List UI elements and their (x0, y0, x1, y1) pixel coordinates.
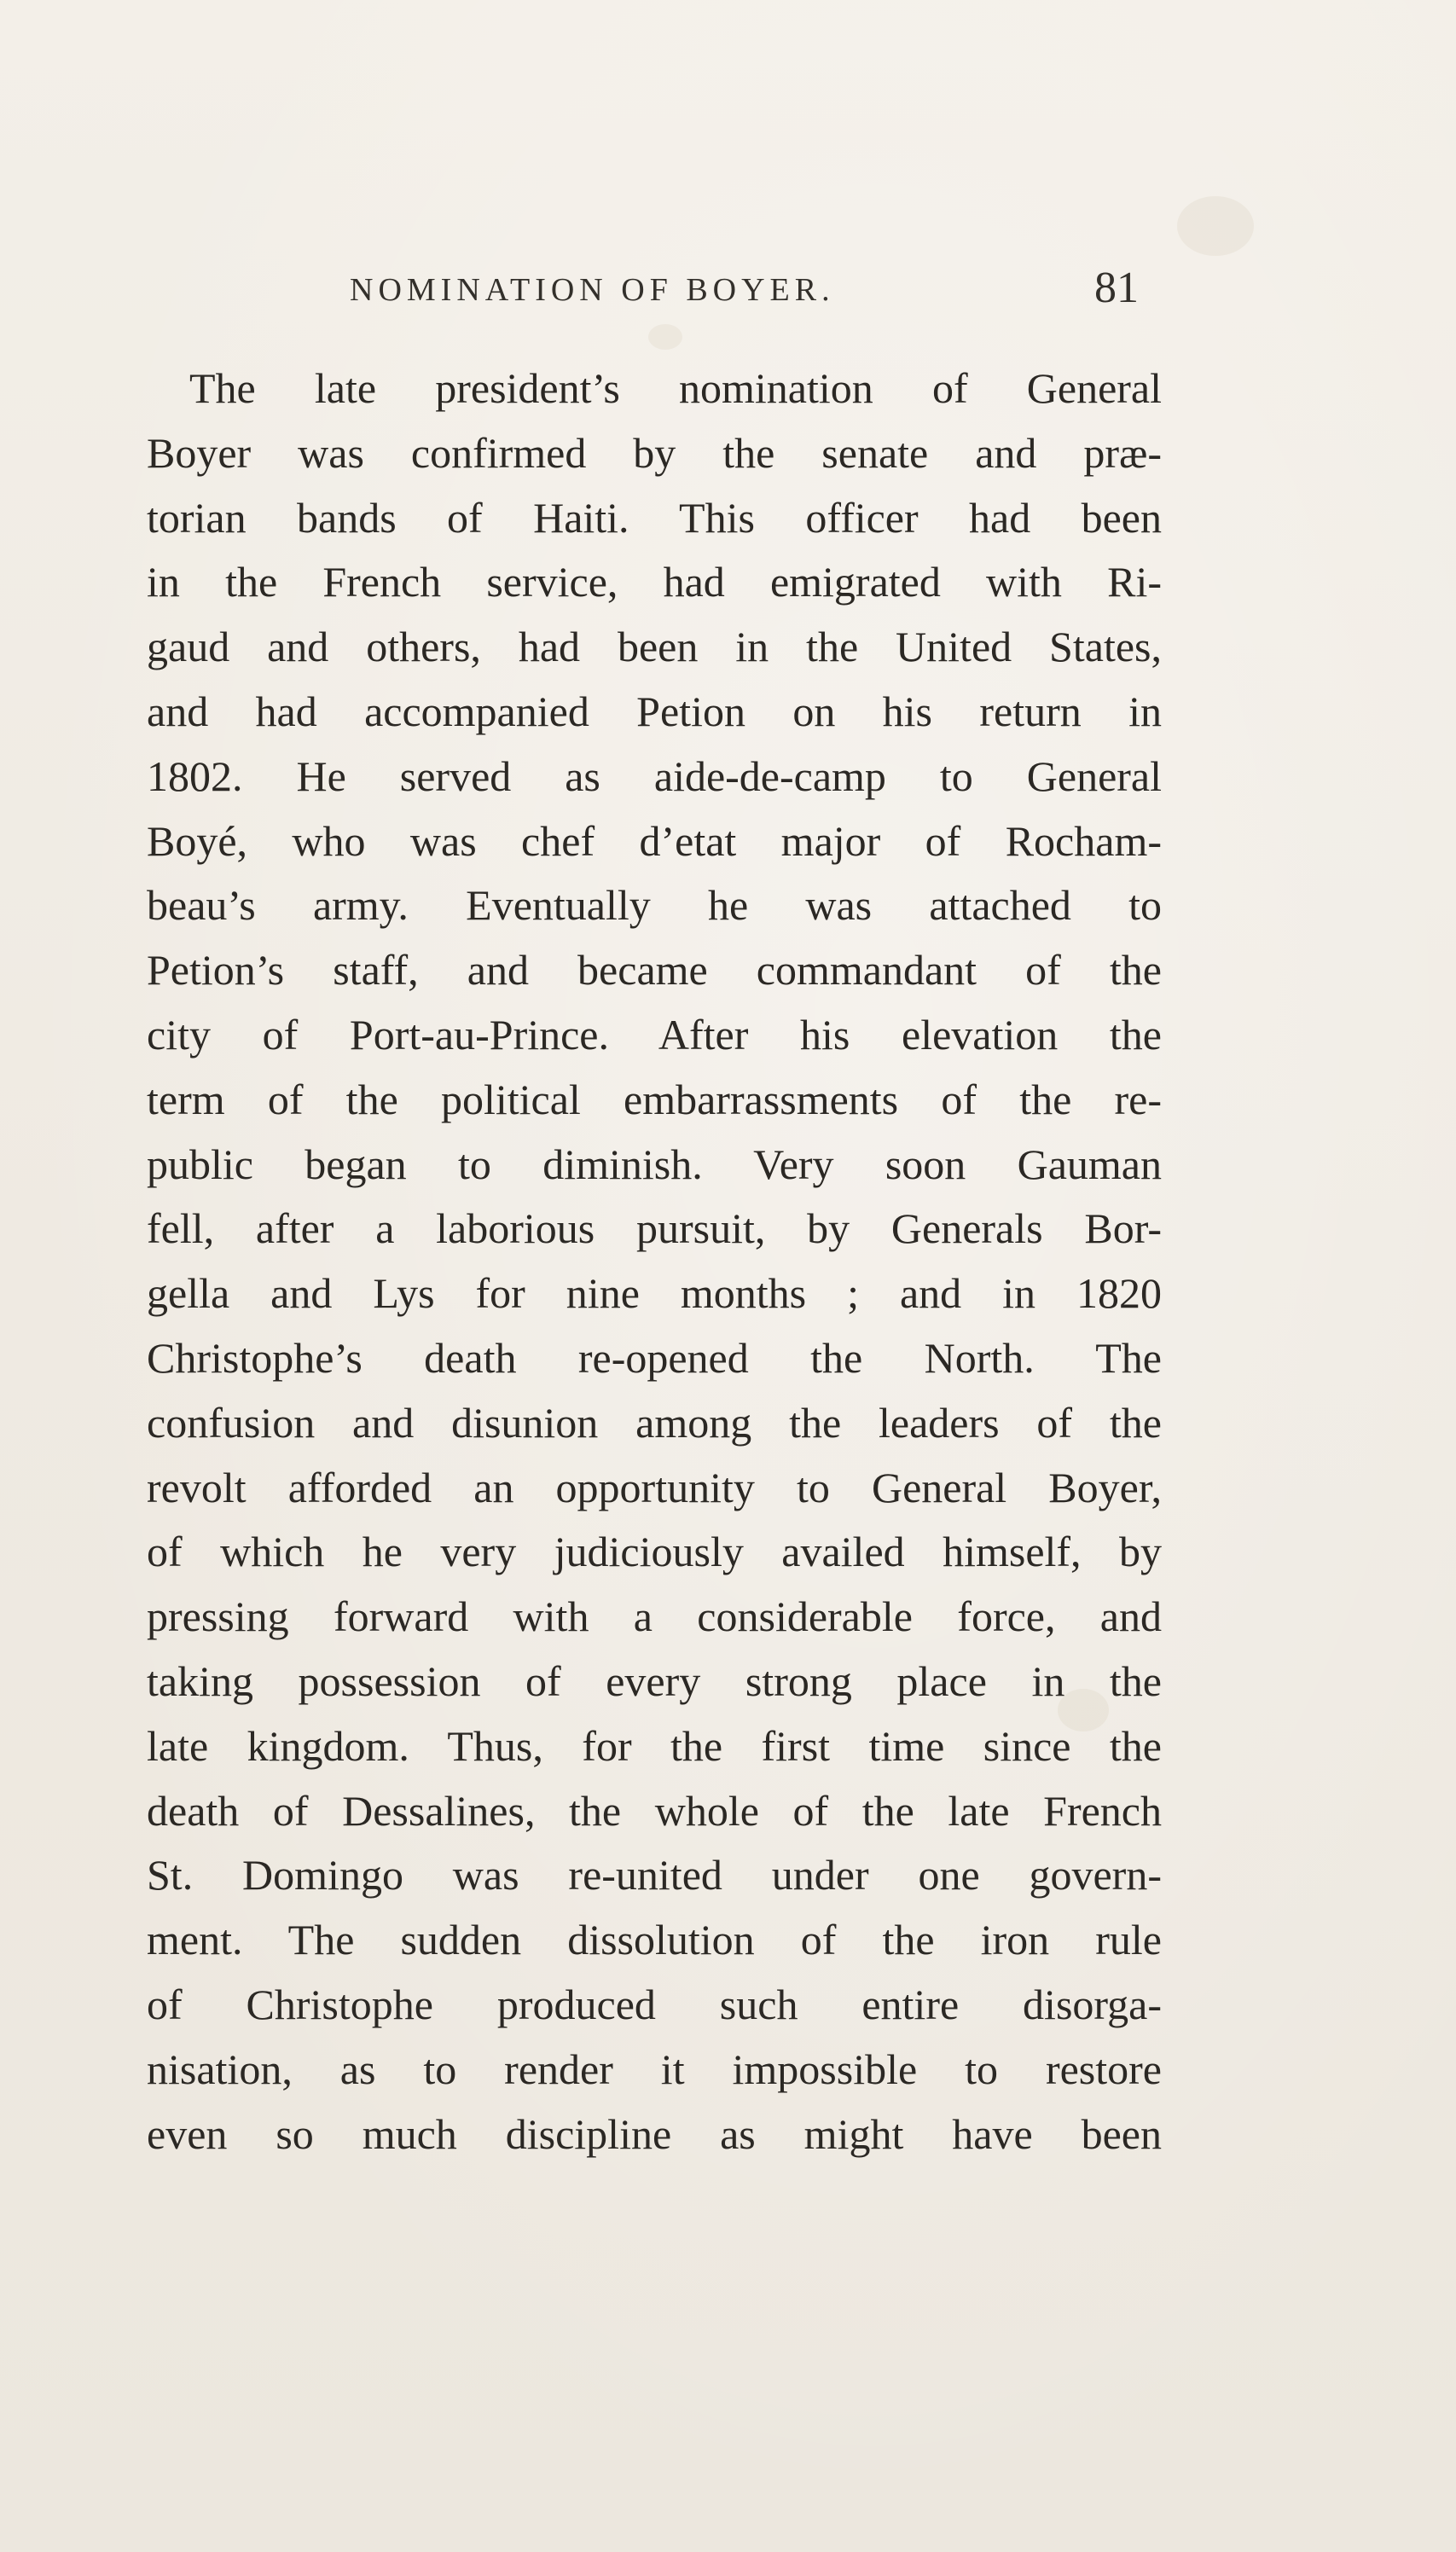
text-line: ment. The sudden dissolution of the iron rule (147, 1916, 1162, 1964)
text-line: confusion and disunion among the leaders of the (147, 1398, 1162, 1447)
text-line: Boyé, who was chef d’etat major of Rocham- (147, 816, 1162, 865)
text-line: revolt afforded an opportunity to General Boyer, (147, 1463, 1162, 1511)
text-line: in the French service, had emigrated with Ri- (147, 558, 1162, 606)
text-line: torian bands of Haiti. This officer had been (147, 493, 1162, 542)
text-line: gella and Lys for nine months ; and in 1820 (147, 1269, 1162, 1318)
text-line: even so much discipline as might have been (147, 2109, 1162, 2158)
text-line: term of the political embarrassments of the re- (147, 1075, 1162, 1123)
text-line: gaud and others, had been in the United States, (147, 623, 1162, 671)
text-line: pressing forward with a considerable force, and (147, 1592, 1162, 1641)
text-line: beau’s army. Eventually he was attached to (147, 881, 1162, 930)
paper-stain (648, 324, 682, 350)
text-line: The late president’s nomination of General (189, 364, 1162, 412)
text-line: late kingdom. Thus, for the first time since the (147, 1721, 1162, 1770)
text-line: taking possession of every strong place in the (147, 1656, 1162, 1705)
text-line: 1802. He served as aide-de-camp to General (147, 751, 1162, 800)
text-line: nisation, as to render it impossible to restore (147, 2044, 1162, 2093)
text-line: public began to diminish. Very soon Gauman (147, 1140, 1162, 1188)
text-line: Christophe’s death re-opened the North. The (147, 1333, 1162, 1382)
text-line: of Christophe produced such entire disorga- (147, 1980, 1162, 2028)
running-head-title: NOMINATION OF BOYER. (350, 272, 835, 308)
text-line: Petion’s staff, and became commandant of the (147, 946, 1162, 995)
page-number: 81 (1094, 264, 1139, 312)
text-line: of which he very judiciously availed himself, by (147, 1528, 1162, 1576)
paper-stain (1177, 196, 1254, 256)
text-line: St. Domingo was re-united under one govern- (147, 1851, 1162, 1900)
text-line: Boyer was confirmed by the senate and præ- (147, 428, 1162, 477)
text-line: fell, after a laborious pursuit, by Generals Bor- (147, 1204, 1162, 1253)
body-text (147, 357, 1162, 2166)
text-line: death of Dessalines, the whole of the late French (147, 1786, 1162, 1835)
text-line: and had accompanied Petion on his return in (147, 687, 1162, 735)
text-line: city of Port-au-Prince. After his elevation the (147, 1010, 1162, 1058)
